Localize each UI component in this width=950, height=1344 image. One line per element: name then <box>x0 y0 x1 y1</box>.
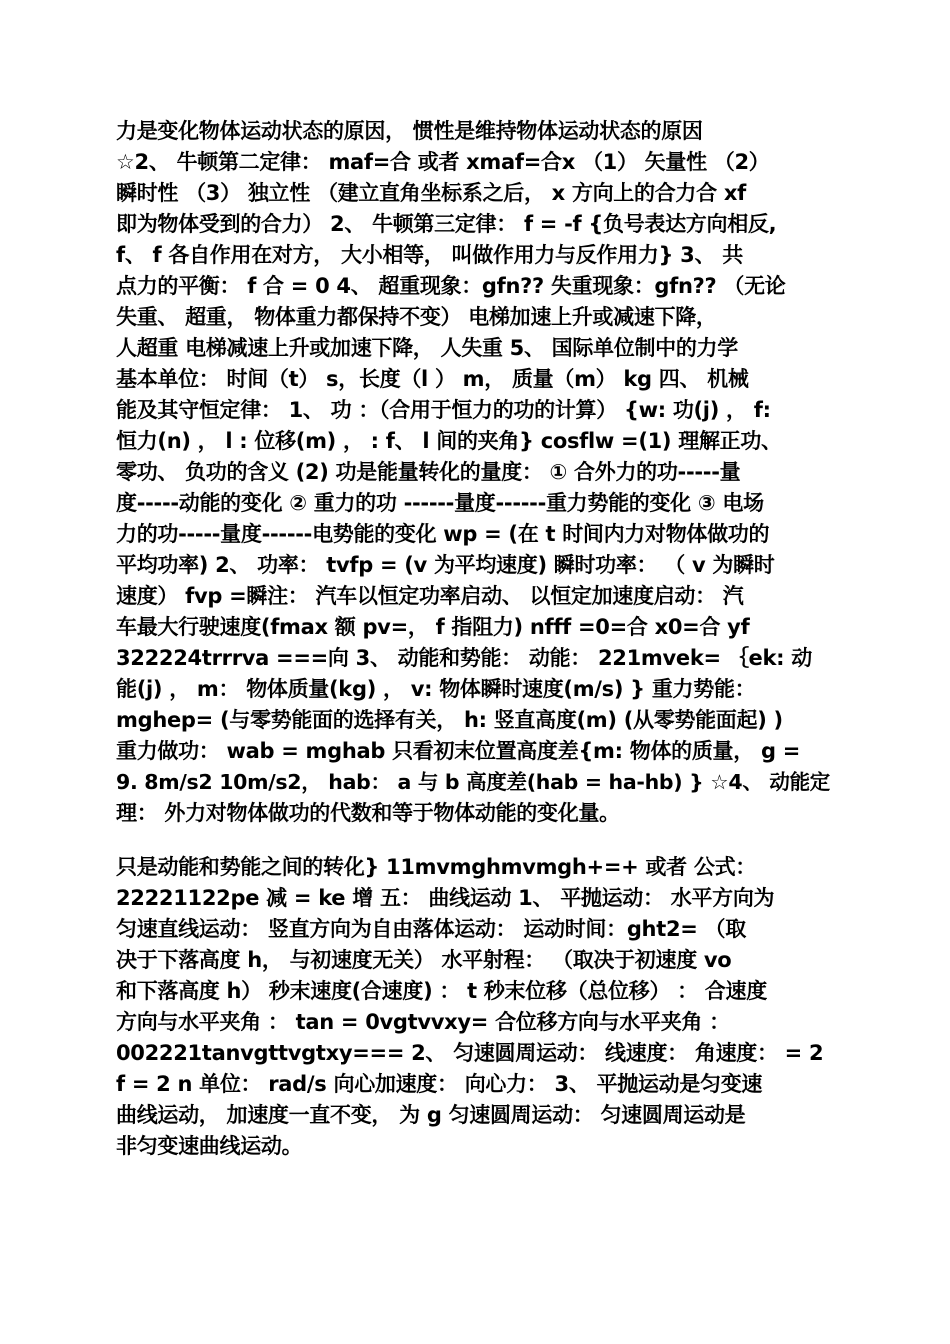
text-line: 平均功率) 2、 功率： tvfp = (v 为平均速度) 瞬时功率： （ v 为瞬时 <box>116 553 775 577</box>
text-line: 决于下落高度 h， 与初速度无关） 水平射程： （取决于初速度 vo <box>116 948 732 972</box>
text-line: 002221tanvgttvgtxy=== 2、 匀速圆周运动： 线速度： 角速度： = 2 <box>116 1041 824 1065</box>
text-line: 和下落高度 h） 秒末速度(合速度) ： t 秒末位移（总位移） ： 合速度 <box>116 979 767 1003</box>
text-line: 22221122pe 减 = ke 增 五： 曲线运动 1、 平抛运动： 水平方向为 <box>116 886 775 910</box>
text-line: 力是变化物体运动状态的原因， 惯性是维持物体运动状态的原因 <box>116 119 703 143</box>
text-line: 即为物体受到的合力） 2、 牛顿第三定律： f = -f {负号表达方向相反, <box>116 212 777 236</box>
text-line: 恒力(n) ， l : 位移(m) ， : f、 l 间的夹角} cosflw =(1) 理解正功、 <box>116 429 782 453</box>
text-line: 能及其守恒定律： 1、 功 ：（合用于恒力的功的计算） {w: 功(j) ， f: <box>116 398 771 422</box>
text-line: 方向与水平夹角 ： tan = 0vgtvvxy= 合位移方向与水平夹角 ： <box>116 1010 730 1034</box>
paragraph-2 <box>116 852 842 1162</box>
text-line: 车最大行驶速度(fmax 额 pv=， f 指阻力) nfff =0=合 x0=合 yf <box>116 615 750 639</box>
text-line: 零功、 负功的含义 (2) 功是能量转化的量度： ① 合外力的功-----量 <box>116 460 741 484</box>
text-line: f、 f 各自作用在对方， 大小相等， 叫做作用力与反作用力} 3、 共 <box>116 243 743 267</box>
text-line: 能(j) ， m： 物体质量(kg) ， v: 物体瞬时速度(m/s) } 重力势能： <box>116 677 756 701</box>
text-line: mghep= (与零势能面的选择有关， h: 竖直高度(m) (从零势能面起) ) <box>116 708 783 732</box>
text-line: 曲线运动， 加速度一直不变， 为 g 匀速圆周运动： 匀速圆周运动是 <box>116 1103 746 1127</box>
text-line: 基本单位： 时间（t） s，长度（l ） m， 质量（m） kg 四、 机械 <box>116 367 749 391</box>
text-line: 失重、 超重， 物体重力都保持不变） 电梯加速上升或减速下降， <box>116 305 717 329</box>
text-line: 非匀变速曲线运动。 <box>116 1134 303 1158</box>
text-line: 322224trrrva ===向 3、 动能和势能： 动能： 221mvek= ｛ek: 动 <box>116 646 812 670</box>
text-line: 瞬时性 （3） 独立性 （建立直角坐标系之后， x 方向上的合力合 xf <box>116 181 746 205</box>
text-line: ☆2、 牛顿第二定律： maf=合 或者 xmaf=合x （1） 矢量性 （2） <box>116 150 770 174</box>
text-line: 只是动能和势能之间的转化} 11mvmghmvmgh+=+ 或者 公式： <box>116 855 756 879</box>
text-line: 度-----动能的变化 ② 重力的功 ------量度------重力势能的变化 ③ 电场 <box>116 491 764 515</box>
text-line: 人超重 电梯减速上升或加速下降， 人失重 5、 国际单位制中的力学 <box>116 336 738 360</box>
text-line: 理： 外力对物体做功的代数和等于物体动能的变化量。 <box>116 801 620 825</box>
text-line: 力的功-----量度------电势能的变化 wp = (在 t 时间内力对物体做功的 <box>116 522 770 546</box>
text-line: 重力做功： wab = mghab 只看初末位置高度差{m: 物体的质量， g = <box>116 739 801 763</box>
text-line: 匀速直线运动： 竖直方向为自由落体运动： 运动时间：ght2= （取 <box>116 917 746 941</box>
text-line: f = 2 n 单位： rad/s 向心加速度： 向心力： 3、 平抛运动是匀变速 <box>116 1072 763 1096</box>
paragraph-1 <box>116 116 842 829</box>
text-line: 点力的平衡： f 合 = 0 4、 超重现象：gfn?? 失重现象：gfn?? （无论 <box>116 274 786 298</box>
text-line: 速度） fvp =瞬注： 汽车以恒定功率启动、 以恒定加速度启动： 汽 <box>116 584 744 608</box>
text-line: 9. 8m/s2 10m/s2， hab： a 与 b 高度差(hab = ha-hb) } ☆4、 动能定 <box>116 770 830 794</box>
